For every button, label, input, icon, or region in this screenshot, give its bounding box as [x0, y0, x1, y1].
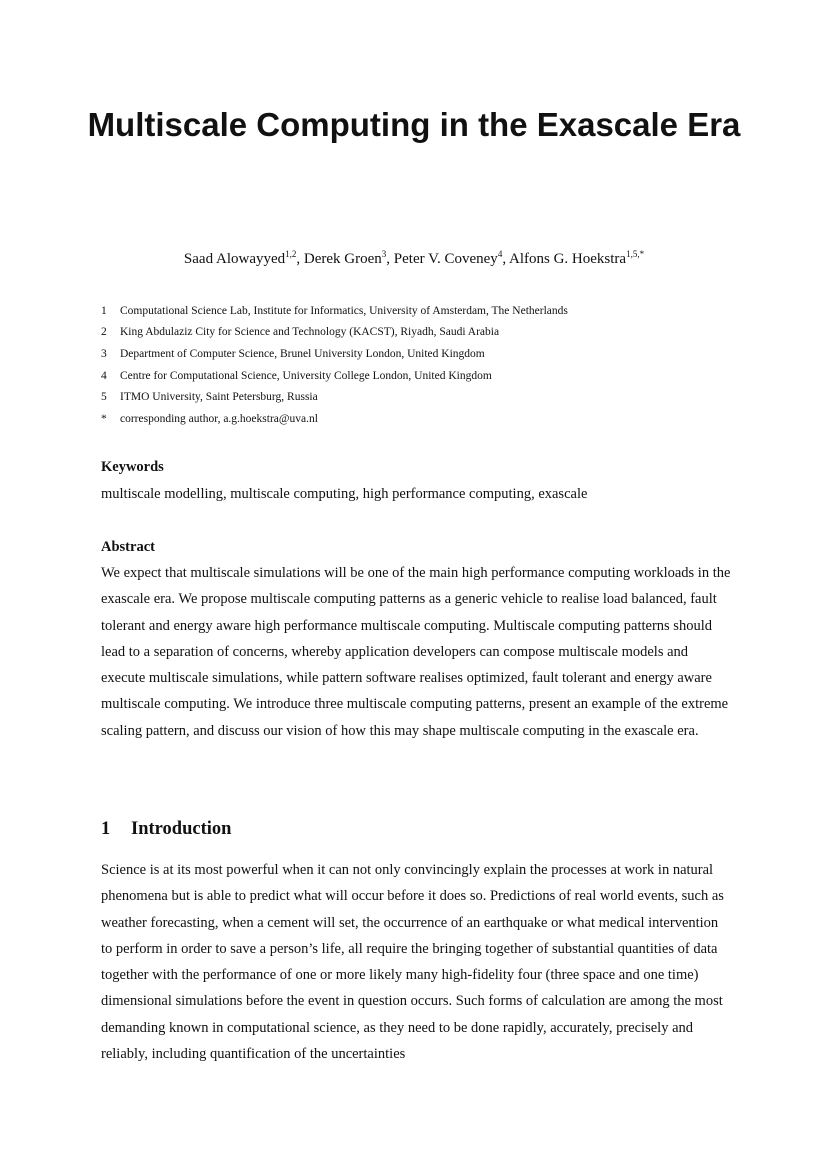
affiliation-item	[101, 408, 761, 430]
section-title: Introduction	[131, 819, 232, 839]
affiliation-number: *	[101, 412, 107, 425]
author	[509, 251, 644, 267]
author-affiliation-marker: 1,2	[285, 249, 297, 259]
affiliation-item	[101, 365, 761, 387]
author-name: Alfons G. Hoekstra	[509, 251, 627, 267]
affiliation-item	[101, 322, 761, 344]
affiliation-number: 1	[101, 304, 107, 317]
author	[304, 251, 394, 267]
affiliation-number: 2	[101, 326, 107, 339]
affiliation-number: 4	[101, 369, 107, 382]
affiliation-number: 5	[101, 391, 107, 404]
author-list	[60, 248, 768, 270]
keywords-text: multiscale modelling, multiscale computing, high performance computing, exascale	[101, 486, 588, 502]
section-number: 1	[101, 819, 111, 839]
author-separator: ,	[296, 251, 304, 267]
abstract-heading: Abstract	[101, 539, 155, 555]
affiliation-text: Computational Science Lab, Institute for Informatics, University of Amsterdam, The Netherlands	[120, 304, 568, 317]
affiliation-number: 3	[101, 347, 107, 360]
author-affiliation-marker: 3	[381, 249, 387, 259]
keywords-heading: Keywords	[101, 459, 164, 475]
author-affiliation-marker: 1,5,*	[626, 249, 645, 259]
author-name: Peter V. Coveney	[393, 251, 498, 267]
paper-title: Multiscale Computing in the Exascale Era	[87, 106, 741, 143]
affiliation-text: Centre for Computational Science, University College London, United Kingdom	[120, 369, 492, 382]
affiliation-text: Department of Computer Science, Brunel University London, United Kingdom	[120, 347, 485, 360]
author-name: Saad Alowayyed	[183, 251, 286, 267]
introduction-text: Science is at its most powerful when it can not only convincingly explain the processes at work in natural phenomena but is able to predict what will occur before it does so. Predictions of real world events, such as weather forecasting, when a cement will set, the occurrence of an earthquake or what medical intervention to perform in order to save a person’s life, all require the bringing together of substantial quantities of data together with the performance of one or more likely many high-fidelity four (three space and one time) dimensional simulations before the event in question occurs. Such forms of calculation are among the most demanding known in computational science, as they need to be done rapidly, accurately, precisely and reliably, including quantification of the uncertainties	[101, 862, 724, 1063]
author-separator: ,	[502, 251, 509, 267]
affiliation-text: ITMO University, Saint Petersburg, Russia	[120, 391, 318, 404]
affiliation-text: King Abdulaziz City for Science and Technology (KACST), Riyadh, Saudi Arabia	[120, 326, 500, 339]
affiliation-item	[101, 300, 761, 322]
author-affiliation-marker: 4	[497, 249, 503, 259]
author-name: Derek Groen	[303, 251, 382, 267]
section-heading	[101, 817, 231, 841]
affiliation-item	[101, 386, 761, 408]
author	[184, 251, 304, 267]
affiliation-text: corresponding author, a.g.hoekstra@uva.nl	[120, 412, 318, 425]
affiliation-item	[101, 343, 761, 365]
affiliation-list	[101, 300, 761, 430]
author-separator: ,	[386, 251, 394, 267]
abstract-text: We expect that multiscale simulations will be one of the main high performance computing workloads in the exascale era. We propose multiscale computing patterns as a generic vehicle to realise load balanced, fault tolerant and energy aware high performance multiscale computing. Multiscale computing patterns should lead to a separation of concerns, whereby application developers can compose multiscale models and execute multiscale simulations, while pattern software realises optimized, fault tolerant and energy aware multiscale computing. We introduce three multiscale computing patterns, present an example of the extreme scaling pattern, and discuss our vision of how this may shape multiscale computing in the exascale era.	[101, 565, 731, 739]
author	[394, 251, 509, 267]
